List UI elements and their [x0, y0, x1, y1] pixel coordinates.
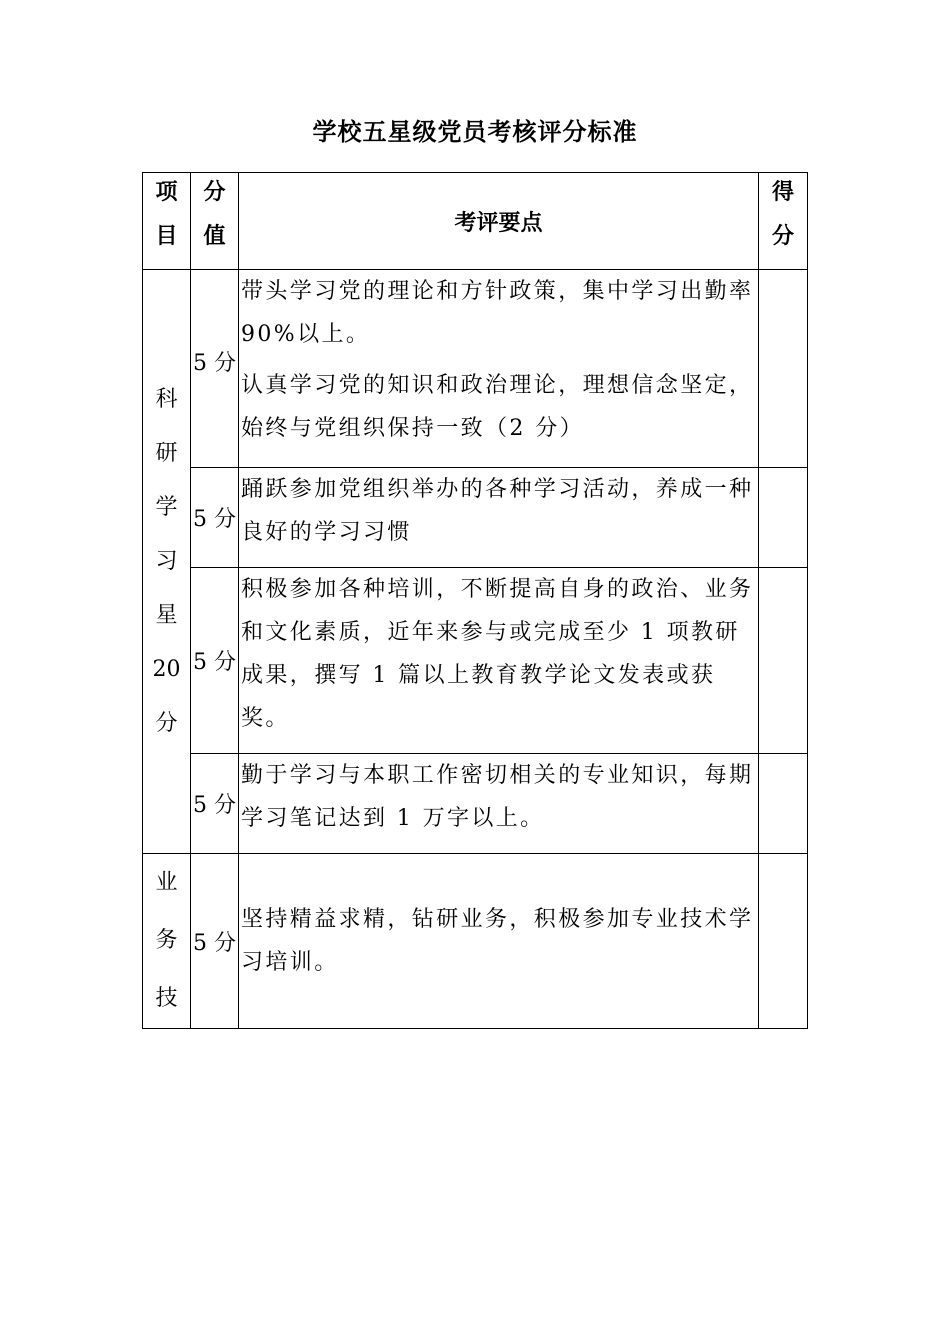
row-value: 5 分	[191, 754, 239, 854]
table-row	[143, 854, 808, 1029]
row-description: 积极参加各种培训，不断提高自身的政治、业务和文化素质，近年来参与或完成至少 1 项教研成果，撰写 1 篇以上教育教学论文发表或获奖。	[239, 568, 759, 754]
page-title: 学校五星级党员考核评分标准	[312, 117, 638, 146]
category-business: 业 务 技	[143, 854, 191, 1029]
row-value: 5 分	[191, 568, 239, 754]
score-cell[interactable]	[759, 468, 808, 568]
header-value: 分 值	[191, 173, 239, 270]
table-row	[143, 754, 808, 854]
row-description: 勤于学习与本职工作密切相关的专业知识，每期学习笔记达到 1 万字以上。	[239, 754, 759, 854]
header-points: 考评要点	[239, 173, 759, 270]
score-cell[interactable]	[759, 754, 808, 854]
score-cell[interactable]	[759, 270, 808, 468]
row-value: 5 分	[191, 854, 239, 1029]
row-description: 坚持精益求精，钻研业务，积极参加专业技术学习培训。	[239, 854, 759, 1029]
score-cell[interactable]	[759, 568, 808, 754]
row-value: 5 分	[191, 270, 239, 468]
header-row	[143, 173, 808, 270]
table-row	[143, 568, 808, 754]
table-row	[143, 270, 808, 468]
header-item: 项 目	[143, 173, 191, 270]
row-value: 5 分	[191, 468, 239, 568]
scoring-table	[142, 172, 808, 1029]
row-description: 带头学习党的理论和方针政策，集中学习出勤率 90%以上。 认真学习党的知识和政治理论，理想信念坚定，始终与党组织保持一致（2 分）	[239, 270, 759, 468]
score-cell[interactable]	[759, 854, 808, 1029]
category-study: 科 研 学 习 星 20 分	[143, 270, 191, 854]
table-row	[143, 468, 808, 568]
header-score: 得 分	[759, 173, 808, 270]
row-description: 踊跃参加党组织举办的各种学习活动，养成一种良好的学习习惯	[239, 468, 759, 568]
